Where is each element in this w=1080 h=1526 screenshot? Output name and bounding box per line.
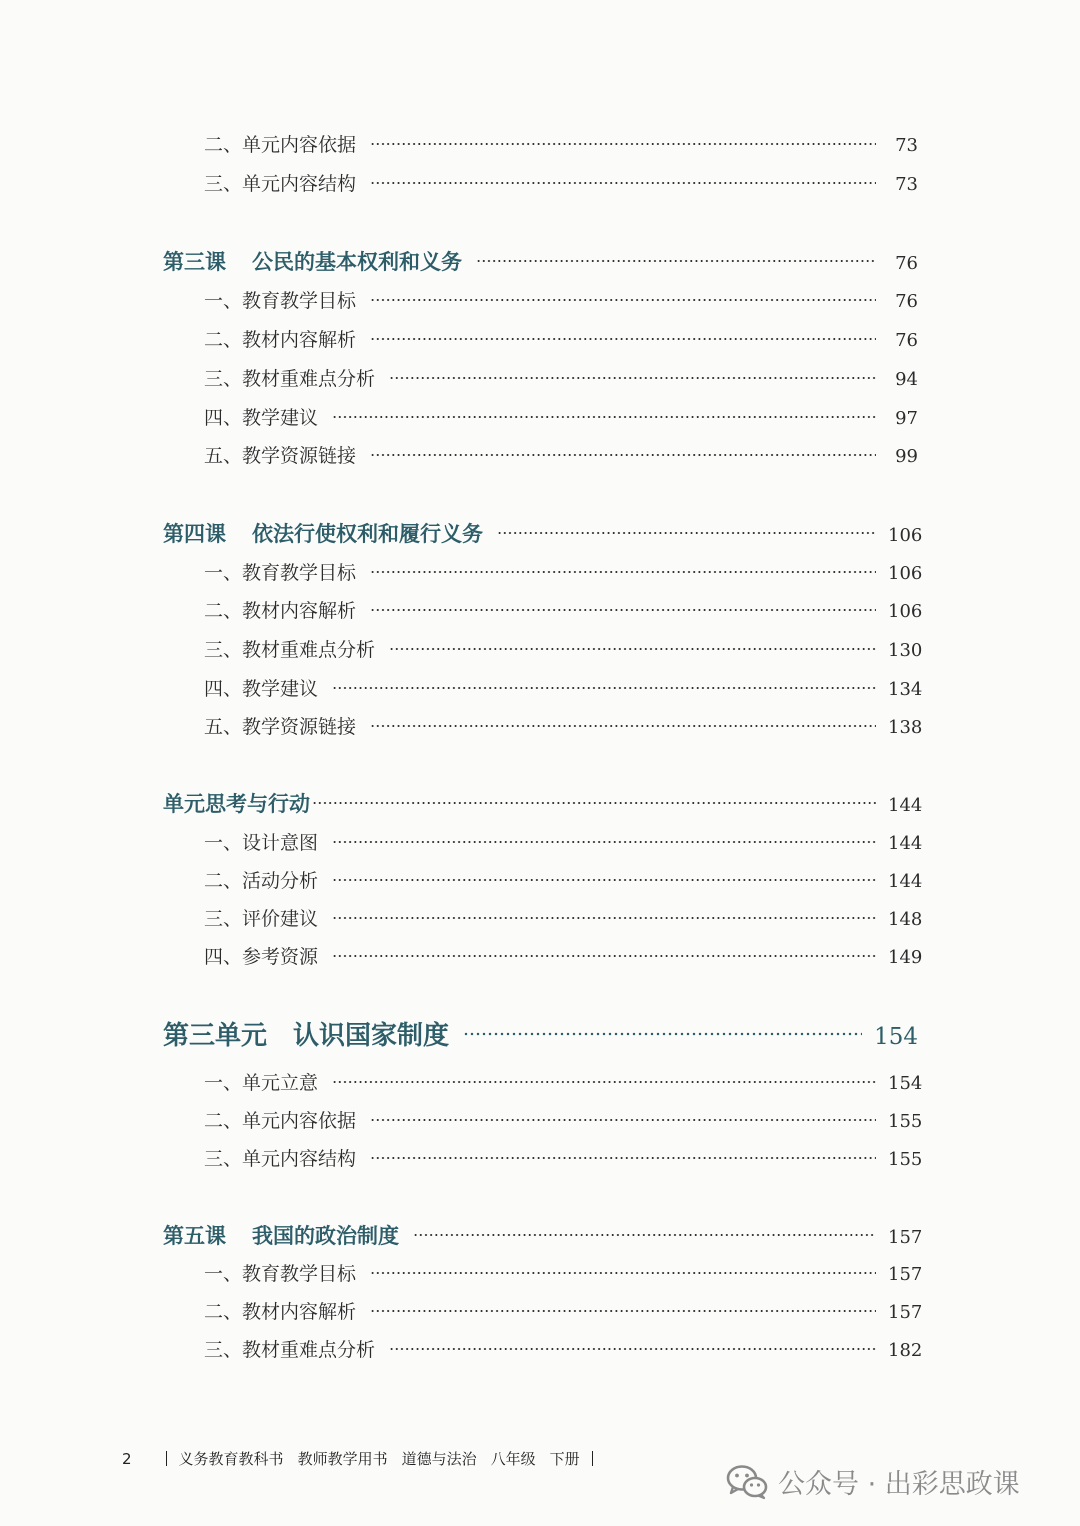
- dot-leader: [370, 181, 876, 185]
- dot-leader: [370, 608, 876, 612]
- dot-leader: [370, 1118, 876, 1122]
- toc-entry[interactable]: [204, 1335, 923, 1362]
- toc-entry-title: 五、教学资源链接: [204, 716, 357, 738]
- wechat-icon: [726, 1464, 768, 1500]
- toc-entry[interactable]: [204, 1259, 923, 1286]
- dot-leader: [463, 1032, 862, 1036]
- toc-entry-page: 76: [895, 291, 918, 312]
- section-title: 单元思考与行动: [163, 791, 310, 816]
- toc-entry-page: 97: [895, 408, 918, 429]
- toc-entry[interactable]: [204, 558, 923, 585]
- toc-entry[interactable]: [204, 364, 918, 391]
- toc-entry-page: 157: [888, 1302, 923, 1323]
- toc-entry[interactable]: [204, 441, 918, 468]
- toc-entry-title: 二、单元内容依据: [204, 1110, 357, 1132]
- footer-grade: 八年级: [490, 1450, 536, 1468]
- dot-leader: [370, 570, 876, 574]
- toc-section-heading[interactable]: [163, 788, 923, 818]
- toc-entry[interactable]: [204, 286, 918, 313]
- dot-leader: [332, 415, 876, 419]
- toc-entry-title: 三、教材重难点分析: [204, 368, 376, 390]
- toc-entry[interactable]: [204, 866, 923, 893]
- unit-title: 认识国家制度: [293, 1021, 450, 1051]
- dot-leader: [476, 259, 876, 263]
- toc-entry-title: 三、评价建议: [204, 908, 319, 930]
- dot-leader: [497, 531, 876, 535]
- dot-leader: [332, 1080, 876, 1084]
- dot-leader: [413, 1233, 876, 1237]
- toc-entry-title: 一、教育教学目标: [204, 1263, 357, 1285]
- watermark-text: 公众号 · 出彩思政课: [778, 1469, 1020, 1500]
- unit-number: 第三单元: [163, 1021, 268, 1051]
- page-number: 2: [122, 1449, 132, 1468]
- toc-entry-page: 182: [888, 1340, 923, 1361]
- toc-entry[interactable]: [204, 1106, 923, 1133]
- toc-entry-page: 157: [888, 1227, 923, 1248]
- dot-leader: [332, 916, 876, 920]
- toc-entry-title: 二、单元内容依据: [204, 134, 357, 156]
- toc-entry[interactable]: [204, 1297, 923, 1324]
- footer-book-type: 教师教学用书: [297, 1450, 388, 1468]
- toc-entry[interactable]: [204, 169, 918, 196]
- toc-entry-page: 106: [888, 601, 923, 622]
- toc-entry-title: 三、教材重难点分析: [204, 639, 376, 661]
- toc-entry-title: 一、设计意图: [204, 832, 319, 854]
- dot-leader: [370, 142, 876, 146]
- toc-entry-title: 四、教学建议: [204, 407, 319, 429]
- toc-entry[interactable]: [204, 403, 918, 430]
- lesson-title: 公民的基本权利和义务: [252, 249, 462, 274]
- dot-leader: [389, 376, 876, 380]
- dot-leader: [312, 801, 876, 805]
- toc-entry[interactable]: [204, 712, 923, 739]
- toc-entry[interactable]: [204, 325, 918, 352]
- toc-entry-page: 144: [888, 871, 923, 892]
- toc-entry-page: 154: [888, 1073, 923, 1094]
- toc-entry[interactable]: [204, 828, 923, 855]
- toc-entry-page: 144: [888, 795, 923, 816]
- toc-entry-title: 五、教学资源链接: [204, 445, 357, 467]
- toc-entry-page: 94: [895, 369, 918, 390]
- toc-entry-page: 73: [895, 174, 918, 195]
- dot-leader: [332, 954, 876, 958]
- lesson-number: 第五课: [163, 1223, 226, 1248]
- toc-lesson-heading[interactable]: [163, 518, 923, 548]
- toc-entry-title: 三、教材重难点分析: [204, 1339, 376, 1361]
- lesson-number: 第四课: [163, 521, 226, 546]
- dot-leader: [370, 1309, 876, 1313]
- dot-leader: [370, 1271, 876, 1275]
- toc-entry-title: 三、单元内容结构: [204, 173, 357, 195]
- toc-entry-title: 二、教材内容解析: [204, 600, 357, 622]
- toc-entry[interactable]: [204, 596, 923, 623]
- toc-entry-title: 二、活动分析: [204, 870, 319, 892]
- toc-entry-page: 76: [895, 253, 918, 274]
- toc-entry-title: 一、教育教学目标: [204, 562, 357, 584]
- toc-entry-page: 106: [888, 563, 923, 584]
- dot-leader: [370, 453, 876, 457]
- footer-divider: [592, 1451, 593, 1466]
- dot-leader: [370, 1156, 876, 1160]
- toc-entry-page: 99: [895, 446, 918, 467]
- lesson-number: 第三课: [163, 249, 226, 274]
- toc-entry[interactable]: [204, 130, 918, 157]
- toc-entry-title: 四、参考资源: [204, 946, 319, 968]
- lesson-title: 我国的政治制度: [252, 1223, 399, 1248]
- dot-leader: [332, 686, 876, 690]
- toc-lesson-heading[interactable]: [163, 1220, 923, 1250]
- toc-entry-page: 134: [888, 679, 923, 700]
- dot-leader: [389, 1347, 876, 1351]
- toc-entry[interactable]: [204, 1144, 923, 1171]
- dot-leader: [370, 298, 876, 302]
- toc-unit-heading[interactable]: [163, 1015, 918, 1052]
- toc-lesson-heading[interactable]: [163, 246, 918, 276]
- dot-leader: [370, 337, 876, 341]
- footer-divider: [166, 1451, 167, 1466]
- toc-entry-title: 二、教材内容解析: [204, 1301, 357, 1323]
- watermark: [726, 1462, 1020, 1501]
- toc-entry-page: 138: [888, 717, 923, 738]
- toc-entry-page: 144: [888, 833, 923, 854]
- toc-entry-page: 148: [888, 909, 923, 930]
- dot-leader: [332, 840, 876, 844]
- toc-entry-title: 一、单元立意: [204, 1072, 319, 1094]
- toc-entry-page: 106: [888, 525, 923, 546]
- dot-leader: [332, 878, 876, 882]
- toc-entry-page: 73: [895, 135, 918, 156]
- toc-entry-title: 三、单元内容结构: [204, 1148, 357, 1170]
- footer-subject: 道德与法治: [401, 1450, 477, 1468]
- dot-leader: [389, 647, 876, 651]
- toc-entry[interactable]: [204, 635, 923, 662]
- lesson-title: 依法行使权利和履行义务: [252, 521, 483, 546]
- toc-entry-title: 二、教材内容解析: [204, 329, 357, 351]
- page-footer: [122, 1448, 605, 1469]
- toc-entry[interactable]: [204, 1068, 923, 1095]
- toc-entry-page: 130: [888, 640, 923, 661]
- toc-entry-page: 155: [888, 1111, 923, 1132]
- toc-entry-title: 一、教育教学目标: [204, 290, 357, 312]
- toc-entry-page: 157: [888, 1264, 923, 1285]
- toc-entry-page: 154: [874, 1024, 918, 1050]
- toc-entry-page: 76: [895, 330, 918, 351]
- dot-leader: [370, 724, 876, 728]
- toc-entry-page: 155: [888, 1149, 923, 1170]
- footer-volume: 下册: [549, 1450, 580, 1468]
- toc-entry-page: 149: [888, 947, 923, 968]
- toc-entry-title: 四、教学建议: [204, 678, 319, 700]
- footer-book-series: 义务教育教科书: [178, 1450, 284, 1468]
- toc-entry[interactable]: [204, 674, 923, 701]
- toc-entry[interactable]: [204, 942, 923, 969]
- toc-entry[interactable]: [204, 904, 923, 931]
